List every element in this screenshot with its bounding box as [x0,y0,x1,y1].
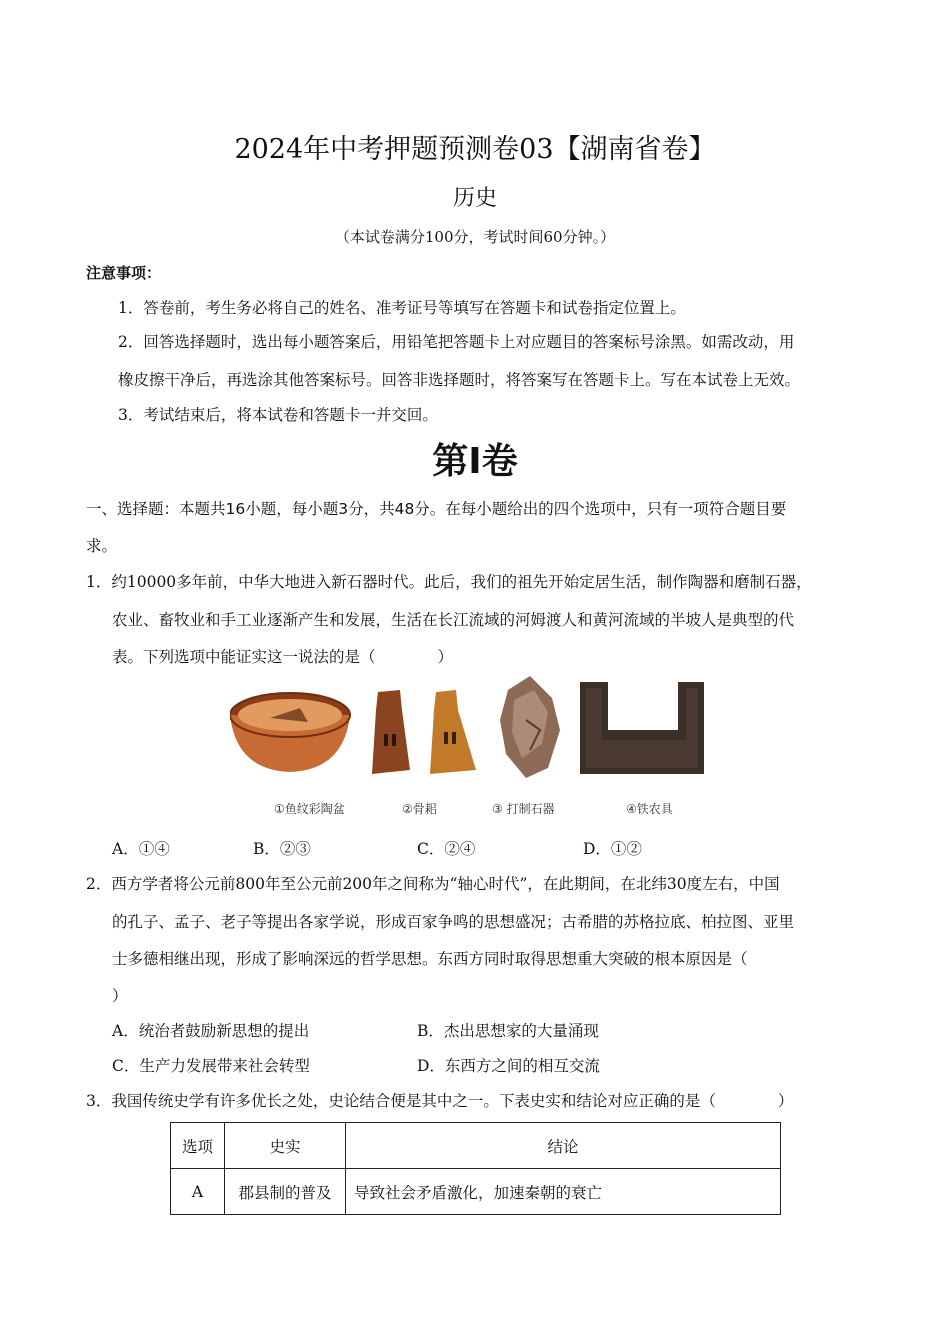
section-title: 第Ⅰ卷 [432,441,518,482]
caption-4: ④铁农具 [626,802,673,816]
q1-stem-line-2: 农业、畜牧业和手工业逐渐产生和发展，生活在长江流域的河姆渡人和黄河流域的半坡人是典型的代 [112,611,795,629]
q2-option-b: B．杰出思想家的大量涌现 [417,1022,599,1040]
table-cell-option: A [171,1169,225,1215]
q2-stem-line-1: 2．西方学者将公元前800年至公元前200年之间称为“轴心时代”，在此期间，在北纬30度左右，中国 [86,875,780,893]
chipped-stone-tool-image [500,676,560,778]
caption-1: ①鱼纹彩陶盆 [274,802,345,816]
caption-2: ②骨耜 [402,802,437,816]
notice-item-2-line-2: 橡皮擦干净后，再选涂其他答案标号。回答非选择题时，将答案写在答题卡上。写在本试卷上无效。 [118,371,801,389]
table-header-row [171,1123,781,1169]
notice-item-1: 1．答卷前，考生务必将自己的姓名、准考证号等填写在答题卡和试卷指定位置上。 [118,299,686,317]
q1-option-d: D．①② [583,840,642,858]
q2-stem-line-4: ） [112,987,128,1005]
q1-image-captions [230,800,710,818]
table-header-option: 选项 [171,1123,225,1169]
table-cell-conclusion: 导致社会矛盾激化，加速秦朝的衰亡 [346,1169,781,1215]
section-intro-line-1: 一、选择题：本题共16小题，每小题3分，共48分。在每小题给出的四个选项中，只有一项符合题目要 [86,500,787,518]
notice-item-2-line-1: 2．回答选择题时，选出每小题答案后，用铅笔把答题卡上对应题目的答案标号涂黑。如需改动，用 [118,333,795,351]
table-cell-fact: 郡县制的普及 [225,1169,346,1215]
q1-stem-line-3: 表。下列选项中能证实这一说法的是（ ） [112,648,454,666]
table-header-conclusion: 结论 [346,1123,781,1169]
q2-stem-line-3: 士多德相继出现，形成了影响深远的哲学思想。东西方同时取得思想重大突破的根本原因是（ [112,950,748,968]
q2-option-a: A．统治者鼓励新思想的提出 [112,1022,310,1040]
notice-item-3: 3．考试结束后，将本试卷和答题卡一并交回。 [118,406,438,424]
q3-table [170,1122,781,1215]
score-info: （本试卷满分100分，考试时间60分钟。） [334,228,616,246]
q2-stem-line-2: 的孔子、孟子、老子等提出各家学说，形成百家争鸣的思想盛况；古希腊的苏格拉底、柏拉图、亚里 [112,913,795,931]
section-intro-line-2: 求。 [86,537,118,555]
q3-stem-line-1: 3．我国传统史学有许多优长之处，史论结合便是其中之一。下表史实和结论对应正确的是（ ） [86,1092,794,1110]
caption-3: ③ 打制石器 [492,802,555,816]
q1-artifact-images [230,670,710,780]
q1-stem-line-1: 1．约10000多年前，中华大地进入新石器时代。此后，我们的祖先开始定居生活，制作陶器和磨制石器， [86,573,812,591]
painted-pottery-basin-image [230,693,350,772]
exam-title: 2024年中考押题预测卷03【湖南省卷】 [234,134,716,165]
subject-title: 历史 [452,186,497,211]
q1-option-a: A．①④ [112,840,170,858]
bone-spade-image [372,690,476,774]
table-row [171,1169,781,1215]
q2-option-c: C．生产力发展带来社会转型 [112,1057,310,1075]
iron-farm-tool-image [580,682,704,774]
q1-option-b: B．②③ [253,840,311,858]
q2-option-d: D．东西方之间的相互交流 [417,1057,600,1075]
notice-heading: 注意事项： [86,264,162,282]
q1-option-c: C．②④ [417,840,476,858]
table-header-fact: 史实 [225,1123,346,1169]
